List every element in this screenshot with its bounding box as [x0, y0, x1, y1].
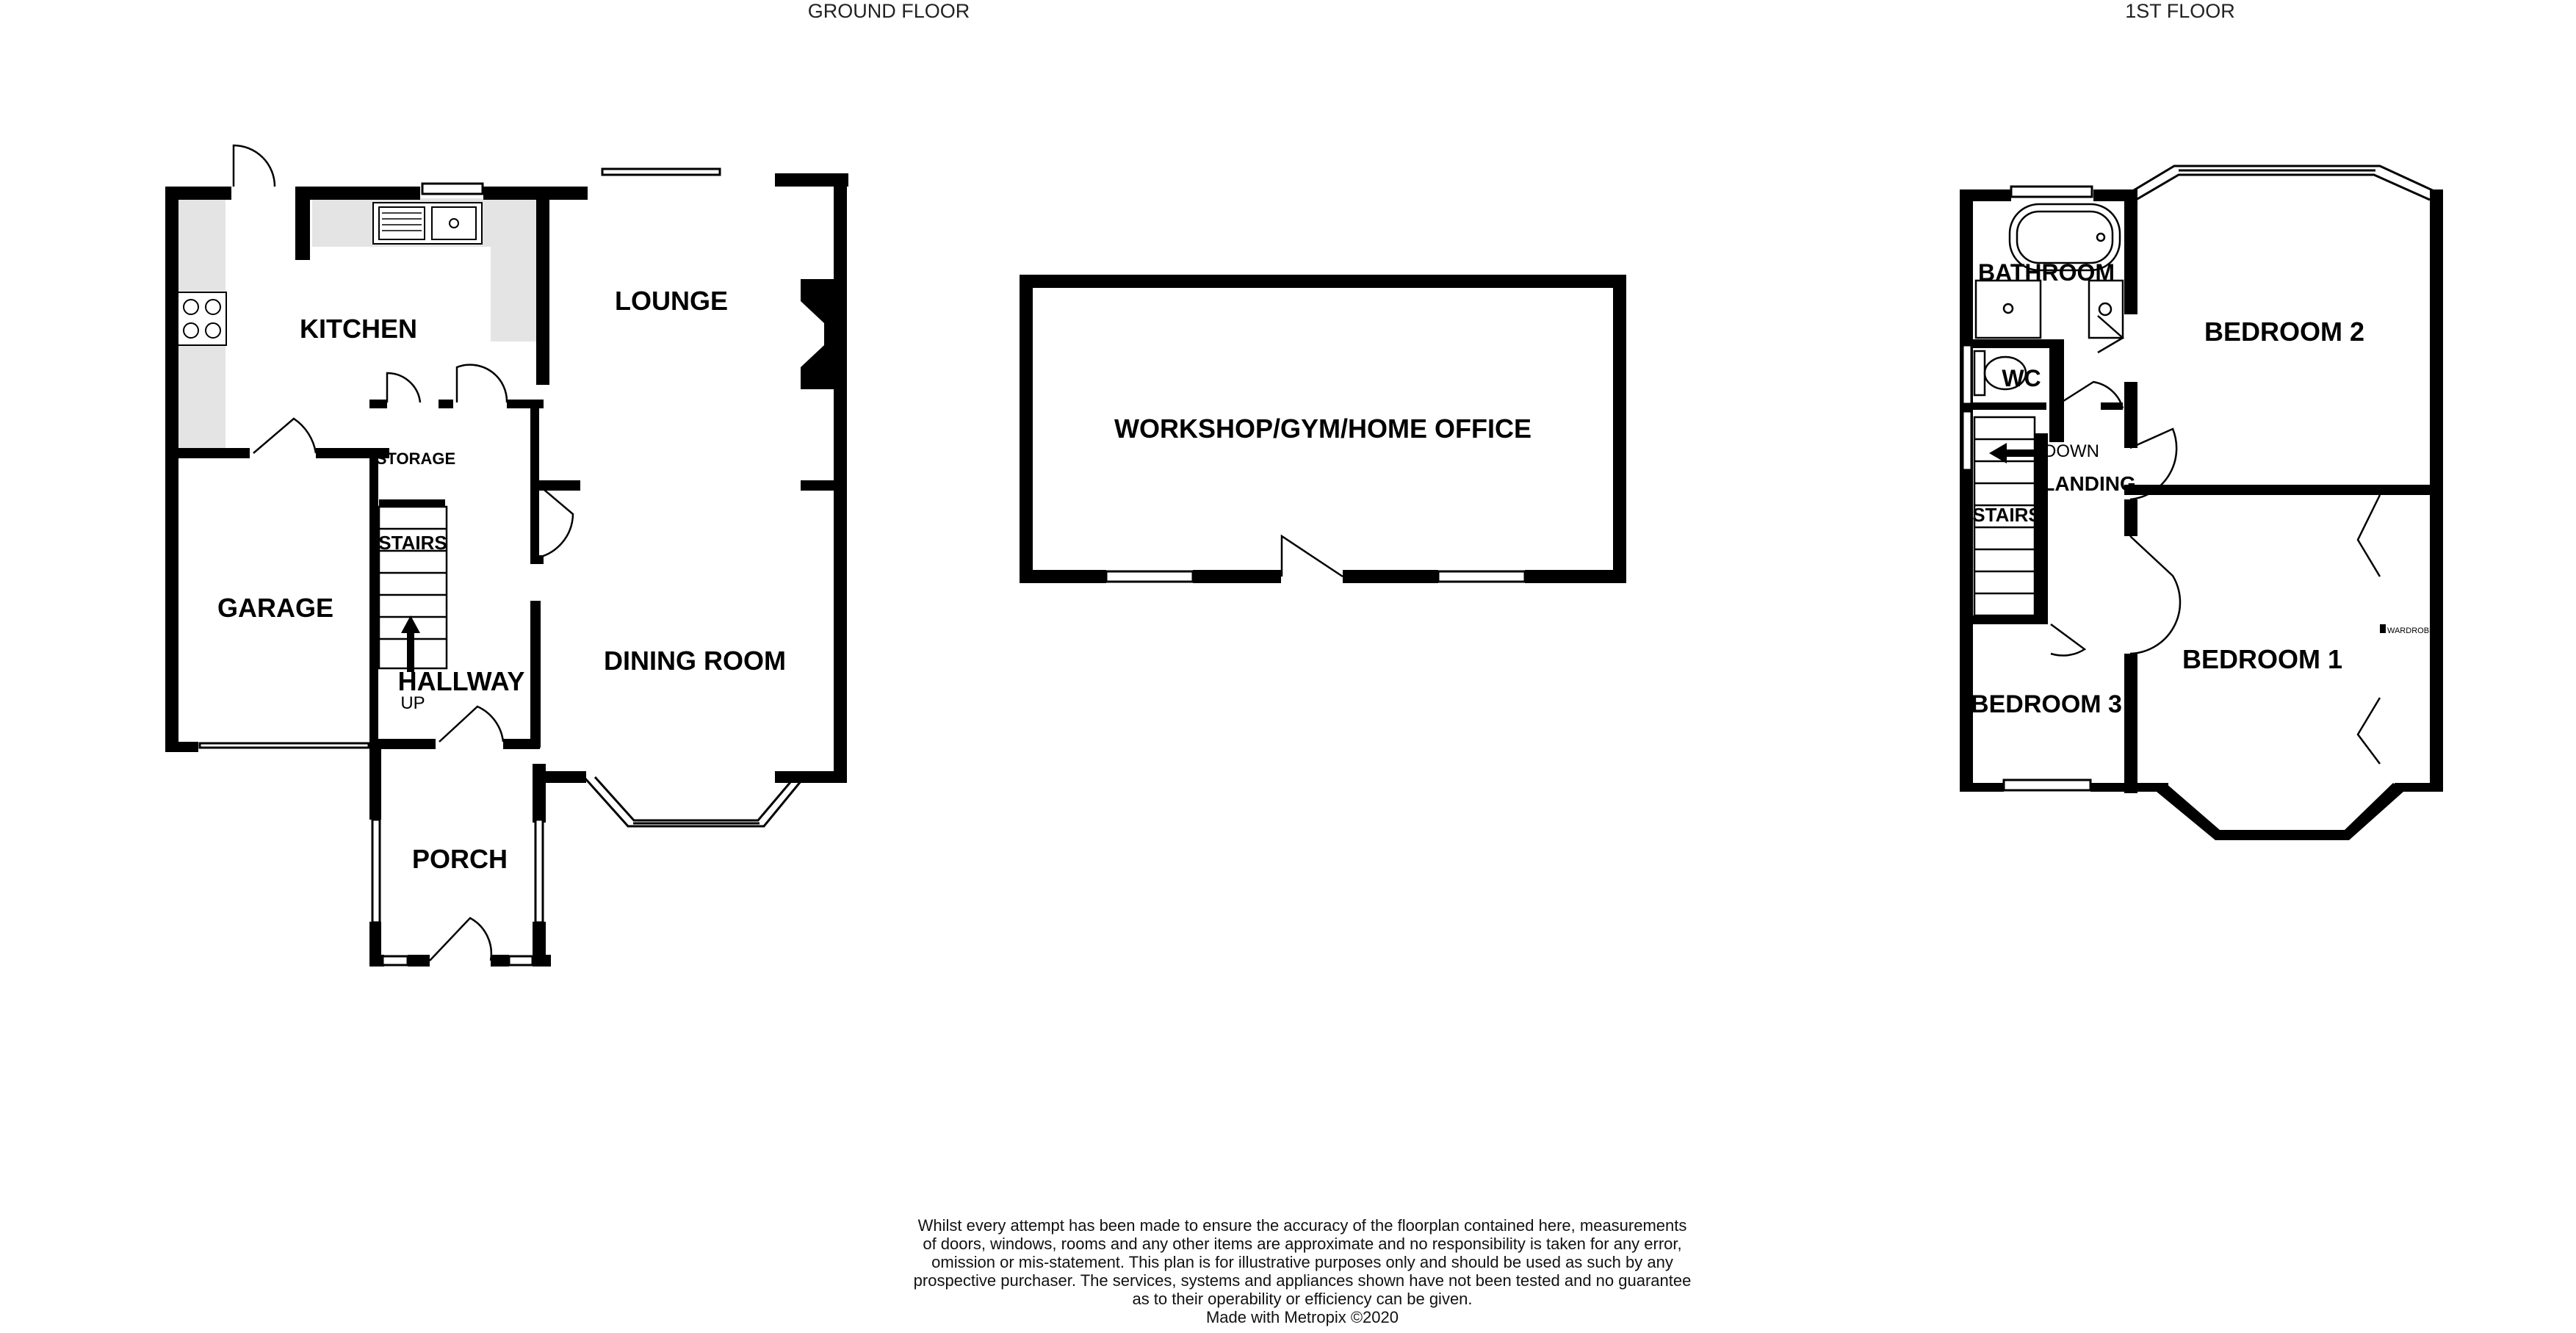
disclaimer-line-3: omission or mis-statement. This plan is for illustrative purposes only and should be used as such by any	[931, 1253, 1673, 1271]
bedroom1-label: BEDROOM 1	[2182, 644, 2343, 674]
shower-icon	[1976, 281, 2041, 338]
garage-label: GARAGE	[217, 593, 334, 623]
stairs-label: STAIRS	[378, 532, 447, 554]
disclaimer-line-6: Made with Metropix ©2020	[1205, 1308, 1399, 1326]
disclaimer	[914, 1216, 1692, 1326]
workshop-label: WORKSHOP/GYM/HOME OFFICE	[1114, 413, 1532, 444]
first-bay-windows	[2130, 166, 2437, 200]
porch-label: PORCH	[411, 844, 508, 874]
bedroom1-bay-wall	[2157, 783, 2403, 840]
disclaimer-line-2: of doors, windows, rooms and any other items are approximate and no responsibility is taken for any error,	[923, 1235, 1682, 1253]
hallway-label: HALLWAY	[397, 666, 525, 696]
disclaimer-line-5: as to their operability or efficiency can be given.	[1132, 1290, 1473, 1308]
wardrobe-label: WARDROBE	[2387, 626, 2435, 635]
stairs-up-arrow-icon	[401, 615, 420, 672]
kitchen-label: KITCHEN	[300, 314, 417, 344]
lounge-label: LOUNGE	[614, 286, 729, 316]
dining-room-label: DINING ROOM	[604, 646, 786, 676]
landing-label: LANDING	[2042, 472, 2136, 495]
ground-floor-title: GROUND FLOOR	[807, 0, 970, 22]
down-label: DOWN	[2043, 441, 2099, 461]
bedroom2-label: BEDROOM 2	[2204, 317, 2365, 347]
disclaimer-line-4: prospective purchaser. The services, systems and appliances shown have not been tested and no guarantee	[913, 1271, 1692, 1290]
basin-icon	[2089, 281, 2123, 338]
up-label: UP	[400, 693, 425, 713]
wardrobe-marker	[2380, 624, 2386, 633]
sink-icon	[373, 203, 482, 244]
bedroom3-label: BEDROOM 3	[1971, 690, 2122, 718]
bay-window	[584, 777, 804, 826]
bathroom-label: BATHROOM	[1977, 259, 2115, 286]
storage-label: STORAGE	[375, 449, 456, 468]
kitchen-counter-right	[491, 198, 538, 342]
disclaimer-line-1: Whilst every attempt has been made to ensure the accuracy of the floorplan contained here, measurements	[917, 1216, 1687, 1235]
stairs-first-label: STAIRS	[1972, 504, 2041, 526]
hob-icon	[178, 292, 226, 345]
first-floor-title: 1ST FLOOR	[2125, 0, 2235, 22]
wc-label: WC	[2002, 365, 2041, 391]
